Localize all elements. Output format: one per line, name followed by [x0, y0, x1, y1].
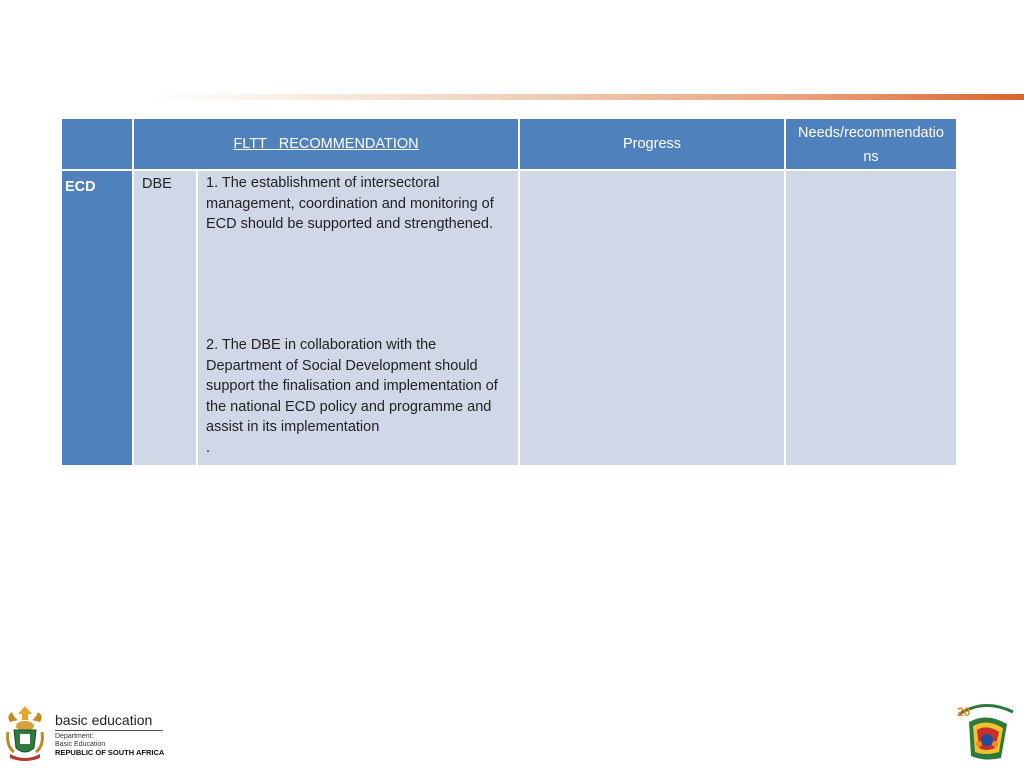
brand-title: basic education: [55, 712, 153, 728]
brand-line-basic-education: Basic Education: [55, 741, 106, 748]
brand-divider: [55, 730, 163, 731]
anniversary-logo-icon: [955, 700, 1017, 764]
header-needs-line1: Needs/recommendatio: [798, 125, 944, 141]
header-fltt-label: FLTT RECOMMENDATION: [233, 135, 419, 152]
header-blank-cell: [61, 118, 133, 170]
decorative-top-rule: [150, 94, 1024, 100]
header-needs-line2: ns: [863, 149, 879, 165]
row-recommendations: [197, 170, 519, 466]
row-area-ecd: ECD: [61, 170, 133, 466]
header-needs-recommendations: [785, 118, 957, 170]
recommendation-1: 1. The establishment of intersectoral management, coordination and monitoring of ECD should be supported and strengthened.: [206, 175, 494, 232]
recommendation-2-block: [206, 335, 512, 458]
basic-education-logo: [0, 700, 170, 764]
recommendation-trailing-mark: .: [206, 439, 211, 456]
table-header-row: [61, 118, 957, 170]
svg-text:20: 20: [957, 705, 971, 719]
header-progress: Progress: [519, 118, 785, 170]
brand-line-republic: REPUBLIC OF SOUTH AFRICA: [55, 748, 165, 757]
table-row: [61, 170, 957, 466]
row-needs-cell: [785, 170, 957, 466]
row-department-dbe: DBE: [133, 170, 197, 466]
row-progress-cell: [519, 170, 785, 466]
twenty-years-freedom-logo: [955, 700, 1017, 764]
coat-of-arms-icon: [2, 702, 48, 762]
recommendation-2: 2. The DBE in collaboration with the Department of Social Development should support the finalisation and implementation of the national ECD policy and programme and assist in its implementation: [206, 337, 498, 435]
brand-subtitle: [55, 733, 164, 758]
header-fltt-recommendation: [133, 118, 519, 170]
brand-line-department: Department:: [55, 733, 94, 740]
recommendations-table: [60, 117, 958, 467]
